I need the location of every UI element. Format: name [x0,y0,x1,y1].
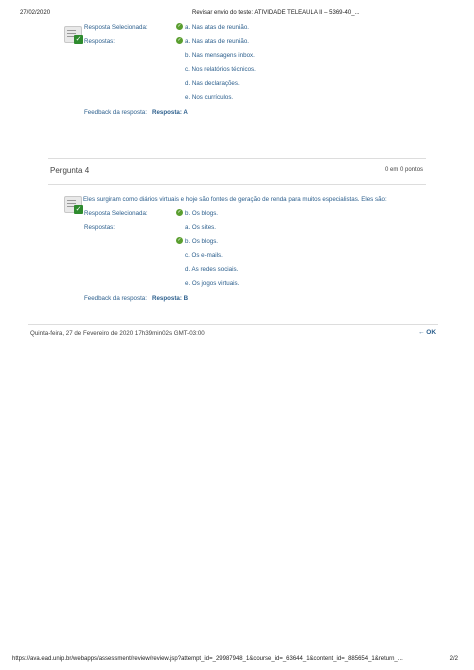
print-title: Revisar envio do teste: ATIVIDADE TELEAULA II – 5369-40_... [192,10,360,16]
correct-icon: ✓ [177,237,182,243]
ok-button[interactable]: ← OK [418,329,437,336]
feedback-value: Resposta: B [152,295,189,302]
answer-option: a. Os sites. [185,224,216,231]
answer-option: b. Os blogs. [185,238,219,245]
feedback-value: Resposta: A [152,109,188,116]
selected-answer-label: Resposta Selecionada: [84,24,148,31]
question-4-title: Pergunta 4 [50,166,90,175]
answer-option: c. Os e-mails. [185,252,223,259]
document-lines-icon [67,200,76,201]
submission-timestamp: Quinta-feira, 27 de Fevereiro de 2020 17h39min02s GMT-03:00 [30,330,205,337]
divider [48,184,426,185]
divider [28,324,438,325]
correct-icon: ✓ [177,209,182,215]
answer-option: e. Os jogos virtuais. [185,280,240,287]
correct-icon: ✓ [177,23,182,29]
selected-answer: a. Nas atas de reunião. [185,24,249,31]
question-4-score: 0 em 0 pontos [385,167,424,173]
answer-option: d. Nas declarações. [185,80,240,87]
question-4-text: Eles surgiram como diários virtuais e hoje são fontes de geração de renda para muitos especialistas. Eles são: [83,196,387,203]
print-date: 27/02/2020 [20,10,51,16]
question-3-icon [64,26,82,43]
page-number: 2/2 [449,656,458,662]
feedback-label: Feedback da resposta: [84,109,147,116]
answer-option: b. Nas mensagens inbox. [185,52,255,59]
answer-option: d. As redes sociais. [185,266,239,273]
correct-icon: ✓ [177,37,182,43]
answer-option: c. Nos relatórios técnicos. [185,66,256,73]
print-url: https://ava.ead.unip.br/webapps/assessment/review/review.jsp?attempt_id=_29987948_1&course_id=_63644_1&content_id=_885654_1&return_... [12,656,403,662]
check-icon: ✓ [75,36,82,43]
selected-answer-label: Resposta Selecionada: [84,210,148,217]
selected-answer: b. Os blogs. [185,210,219,217]
divider [48,158,426,159]
answers-label: Respostas: [84,224,115,231]
answer-option: e. Nos currículos. [185,94,234,101]
check-icon: ✓ [75,206,82,213]
feedback-label: Feedback da resposta: [84,295,147,302]
question-4-icon [64,196,82,213]
document-lines-icon [67,30,76,31]
answer-option: a. Nas atas de reunião. [185,38,249,45]
answers-label: Respostas: [84,38,115,45]
